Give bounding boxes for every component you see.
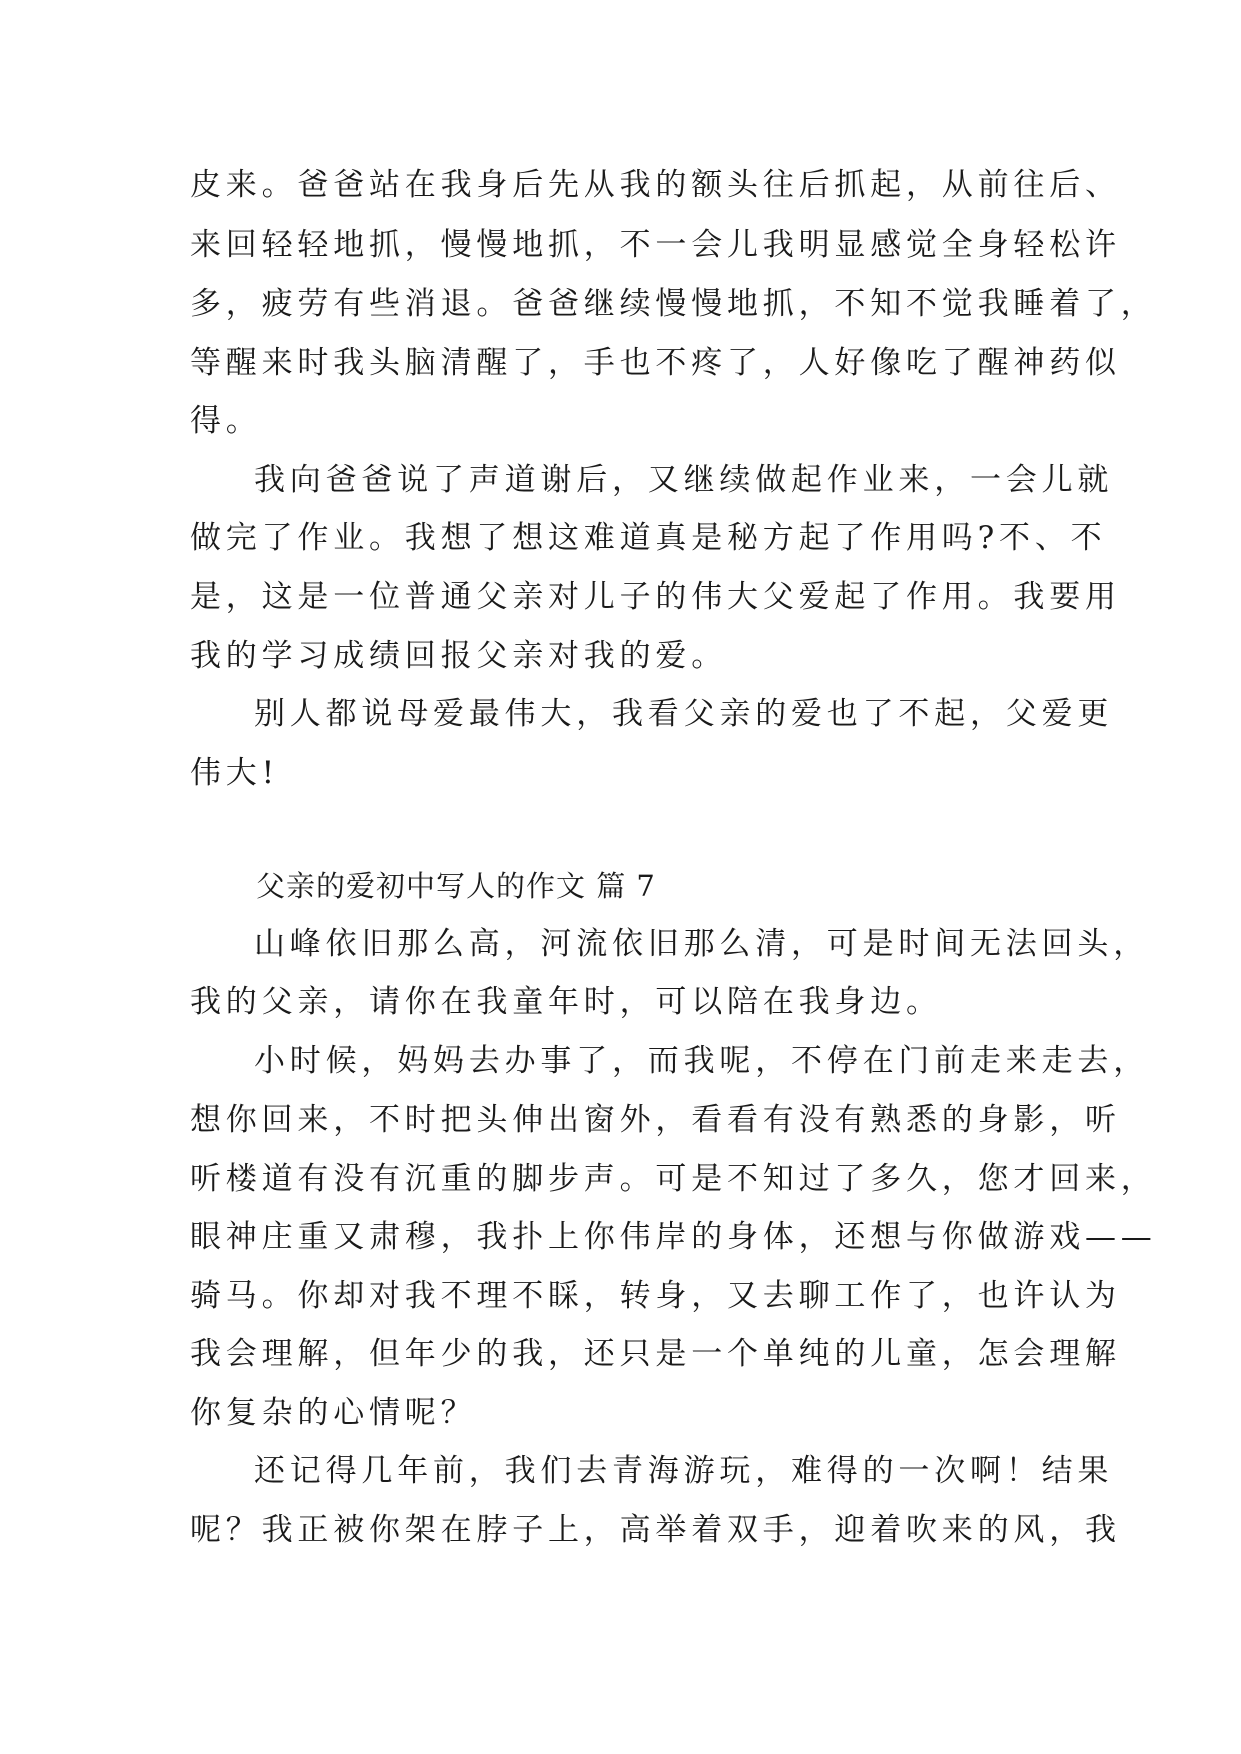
text-line: 做完了作业。我想了想这难道真是秘方起了作用吗?不、不 [190,520,1107,556]
text-line: 我会理解，但年少的我，还只是一个单纯的儿童，怎会理解 [190,1336,1121,1372]
text-line: 来回轻轻地抓，慢慢地抓，不一会儿我明显感觉全身轻松许 [190,227,1121,263]
text-line: 骑马。你却对我不理不睬，转身，又去聊工作了，也许认为 [190,1278,1121,1314]
text-line: 想你回来，不时把头伸出窗外，看看有没有熟悉的身影，听 [190,1102,1121,1138]
text-line: 我的父亲，请你在我童年时，可以陪在我身边。 [190,984,942,1020]
paragraph-start-line: 小时候，妈妈去办事了，而我呢，不停在门前走来走去， [254,1043,1149,1079]
paragraph-start-line: 还记得几年前，我们去青海游玩，难得的一次啊！结果 [254,1453,1114,1489]
paragraph-start-line: 山峰依旧那么高，河流依旧那么清，可是时间无法回头， [254,926,1149,962]
text-line: 伟大! [190,755,279,791]
paragraph-start-line: 别人都说母爱最伟大，我看父亲的爱也了不起，父爱更 [254,696,1114,732]
text-line: 呢？我正被你架在脖子上，高举着双手，迎着吹来的风，我 [190,1512,1121,1548]
paragraph-start-line: 我向爸爸说了声道谢后，又继续做起作业来，一会儿就 [254,462,1114,498]
text-line: 你复杂的心情呢？ [190,1395,477,1431]
text-line: 得。 [190,403,262,439]
text-line: 皮来。爸爸站在我身后先从我的额头往后抓起，从前往后、 [190,167,1121,203]
text-line: 等醒来时我头脑清醒了，手也不疼了，人好像吃了醒神药似 [190,345,1121,381]
text-line: 眼神庄重又肃穆，我扑上你伟岸的身体，还想与你做游戏—— [190,1219,1157,1255]
text-line: 多，疲劳有些消退。爸爸继续慢慢地抓，不知不觉我睡着了， [190,286,1157,322]
text-line: 我的学习成绩回报父亲对我的爱。 [190,638,727,674]
text-line: 是，这是一位普通父亲对儿子的伟大父爱起了作用。我要用 [190,579,1121,615]
section-heading: 父亲的爱初中写人的作文 篇 7 [256,869,656,903]
text-line: 听楼道有没有沉重的脚步声。可是不知过了多久，您才回来， [190,1161,1157,1197]
